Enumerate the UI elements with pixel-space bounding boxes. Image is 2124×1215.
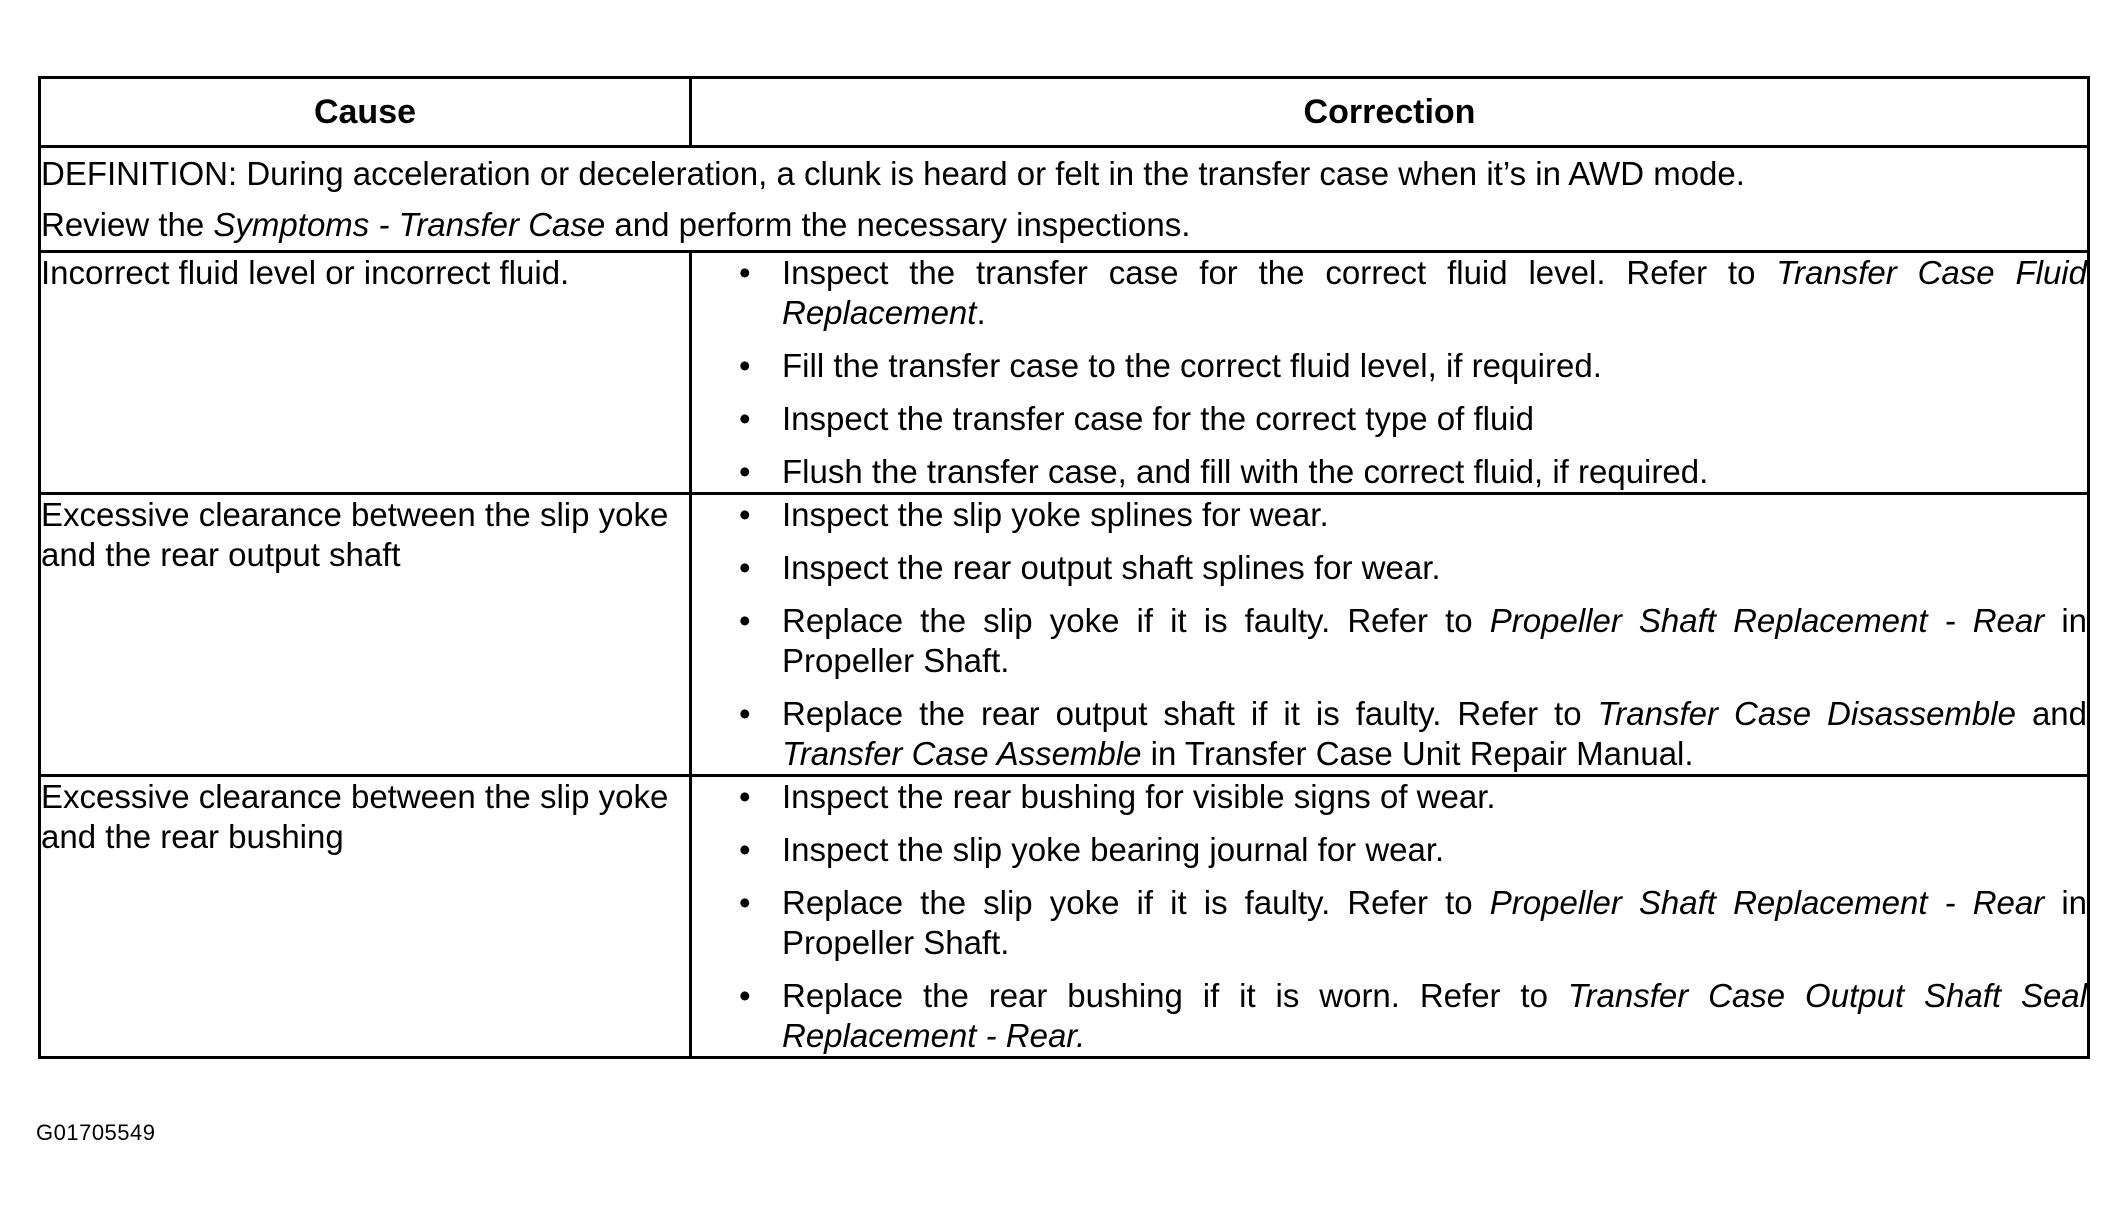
bullet-icon: • — [739, 254, 751, 291]
cause-cell: Excessive clearance between the slip yoke and the rear bushing — [40, 776, 691, 1058]
definition-row — [40, 147, 2089, 252]
bullet-icon: • — [739, 496, 751, 533]
correction-text-after: in Transfer Case Unit Repair Manual. — [1141, 735, 1694, 772]
bullet-icon: • — [739, 831, 751, 868]
correction-item — [692, 495, 2087, 535]
bullet-icon: • — [739, 549, 751, 586]
correction-list — [692, 777, 2087, 1056]
correction-text-after: . — [976, 294, 986, 331]
correction-text-after: and — [2015, 695, 2088, 732]
correction-item — [692, 452, 2087, 492]
correction-text: Inspect the transfer case for the correct fluid level. Refer to — [782, 254, 1777, 291]
correction-text: Inspect the rear bushing for visible signs of wear. — [782, 778, 1496, 815]
procedure-reference: Transfer Case Fluid Replacement — [782, 254, 2087, 331]
correction-list — [692, 253, 2087, 492]
correction-list — [692, 495, 2087, 774]
bullet-icon: • — [739, 453, 751, 490]
definition-text: DEFINITION: During acceleration or deceleration, a clunk is heard or felt in the transfer case when it’s in AWD mode. — [41, 155, 1745, 192]
correction-text: Fill the transfer case to the correct fluid level, if required. — [782, 347, 1602, 384]
correction-item — [692, 777, 2087, 817]
correction-text: Replace the slip yoke if it is faulty. Refer to — [782, 602, 1490, 639]
correction-text: Flush the transfer case, and fill with the correct fluid, if required. — [782, 453, 1709, 490]
table-row — [40, 776, 2089, 1058]
review-instruction — [41, 199, 2087, 250]
correction-text: Replace the rear output shaft if it is faulty. Refer to — [782, 695, 1598, 732]
figure-id: G01705549 — [36, 1120, 156, 1145]
correction-item — [692, 830, 2087, 870]
procedure-reference: Propeller Shaft Replacement - Rear — [1489, 884, 2045, 921]
table-row — [40, 252, 2089, 494]
correction-text: Replace the slip yoke if it is faulty. Refer to — [782, 884, 1490, 921]
bullet-icon: • — [739, 778, 751, 815]
table-row — [40, 494, 2089, 776]
table-header-row — [40, 78, 2089, 147]
correction-item — [692, 601, 2087, 681]
cause-cell: Incorrect fluid level or incorrect fluid. — [40, 252, 691, 494]
review-text-before: Review the — [41, 206, 214, 243]
correction-text: Inspect the rear output shaft splines for wear. — [782, 549, 1441, 586]
bullet-icon: • — [739, 602, 751, 639]
correction-item — [692, 346, 2087, 386]
correction-text: Inspect the slip yoke splines for wear. — [782, 496, 1329, 533]
definition-cell — [40, 147, 2089, 252]
cause-column-header: Cause — [40, 78, 691, 147]
cause-cell: Excessive clearance between the slip yoke and the rear output shaft — [40, 494, 691, 776]
bullet-icon: • — [739, 977, 751, 1014]
correction-cell — [691, 494, 2089, 776]
bullet-icon: • — [739, 884, 751, 921]
review-text-after: and perform the necessary inspections. — [605, 206, 1191, 243]
bullet-icon: • — [739, 347, 751, 384]
correction-text: Inspect the slip yoke bearing journal for wear. — [782, 831, 1445, 868]
correction-text: Replace the rear bushing if it is worn. Refer to — [782, 977, 1568, 1014]
correction-item — [692, 883, 2087, 963]
procedure-reference: Transfer Case Output Shaft Seal Replacement - Rear. — [782, 977, 2087, 1054]
correction-column-header: Correction — [691, 78, 2089, 147]
bullet-icon: • — [739, 400, 751, 437]
correction-text-after: in Propeller Shaft. — [782, 884, 2087, 961]
correction-item — [692, 548, 2087, 588]
diagnostic-table — [38, 76, 2090, 1059]
correction-text-after: in Propeller Shaft. — [782, 602, 2087, 679]
correction-cell — [691, 776, 2089, 1058]
correction-item — [692, 253, 2087, 333]
symptoms-reference: Symptoms - Transfer Case — [213, 206, 606, 243]
correction-item — [692, 399, 2087, 439]
procedure-reference: Propeller Shaft Replacement - Rear — [1489, 602, 2045, 639]
correction-text: Inspect the transfer case for the correct type of fluid — [782, 400, 1535, 437]
correction-item — [692, 694, 2087, 774]
procedure-reference: Transfer Case Assemble — [782, 735, 1142, 772]
bullet-icon: • — [739, 695, 751, 732]
correction-cell — [691, 252, 2089, 494]
procedure-reference: Transfer Case Disassemble — [1597, 695, 2016, 732]
correction-item — [692, 976, 2087, 1056]
